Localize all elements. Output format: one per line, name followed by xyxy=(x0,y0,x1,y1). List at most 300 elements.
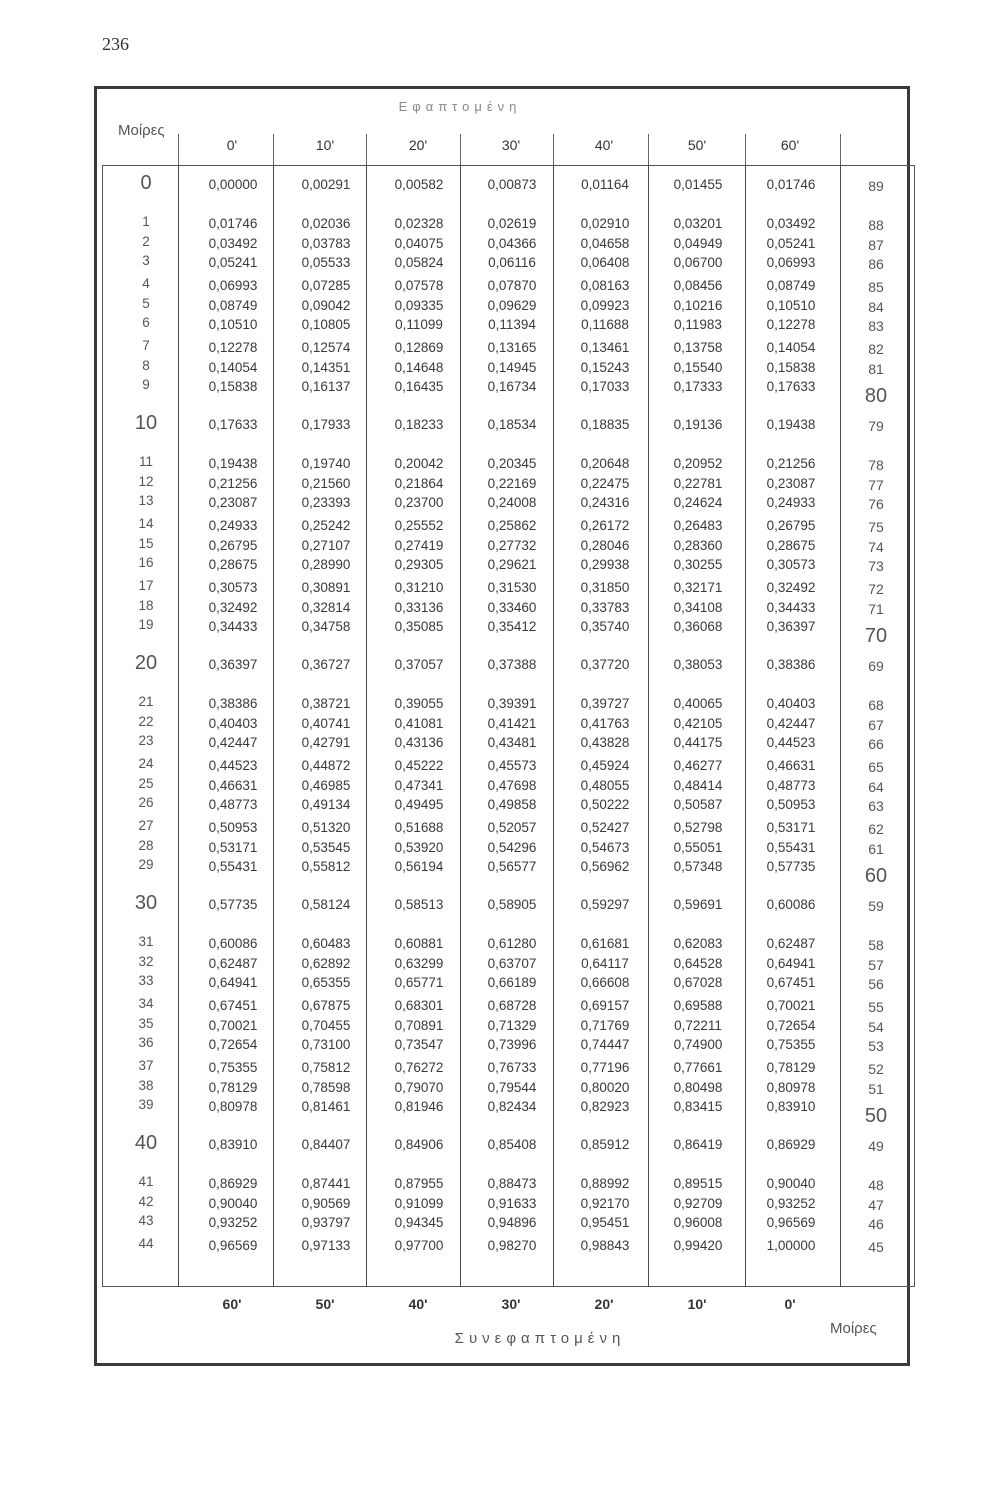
table-cell: 0,34433 xyxy=(208,619,258,634)
table-cell: 0,59691 xyxy=(673,897,723,912)
table-cell: 0,85912 xyxy=(580,1137,630,1152)
table-cell: 0,00873 xyxy=(487,177,537,192)
degree-right-74: 74 xyxy=(868,538,884,555)
table-cell: 0,70021 xyxy=(208,1017,258,1033)
table-cell: 0,97700 xyxy=(394,1238,444,1253)
table-cell: 0,41763 xyxy=(580,715,630,731)
degree-right-53: 53 xyxy=(868,1038,884,1054)
degree-left-12: 12 xyxy=(138,473,154,489)
table-cell: 0,86929 xyxy=(208,1176,258,1191)
table-cell: 0,12574 xyxy=(301,340,351,355)
table-cell: 0,82434 xyxy=(487,1099,537,1114)
table-cell: 0,15838 xyxy=(208,379,258,394)
table-cell: 0,38053 xyxy=(673,657,723,672)
degree-right-88: 88 xyxy=(868,217,884,233)
table-cell: 0,48773 xyxy=(766,777,816,793)
table-cell: 0,07870 xyxy=(487,278,537,293)
degree-left-4: 4 xyxy=(142,276,150,291)
table-cell: 0,17333 xyxy=(673,379,723,394)
table-cell: 0,04366 xyxy=(487,235,537,251)
table-cell: 0,32814 xyxy=(301,599,351,615)
table-cell: 0,55431 xyxy=(766,839,816,855)
table-cell: 0,61681 xyxy=(580,936,630,951)
column-footer-5: 10' xyxy=(687,1296,707,1312)
table-cell: 0,39055 xyxy=(394,696,444,711)
table-cell: 0,25552 xyxy=(394,518,444,533)
degree-left-33: 33 xyxy=(138,973,154,988)
table-cell: 0,70455 xyxy=(301,1017,351,1033)
degree-left-36: 36 xyxy=(138,1035,154,1050)
degree-left-9: 9 xyxy=(142,377,150,392)
column-header-4: 40' xyxy=(594,137,614,153)
table-cell: 0,90040 xyxy=(766,1176,816,1191)
degree-right-56: 56 xyxy=(868,976,884,992)
table-cell: 0,22781 xyxy=(673,475,723,491)
table-cell: 0,29938 xyxy=(580,557,630,572)
table-cell: 0,36727 xyxy=(301,657,351,672)
table-cell: 0,48414 xyxy=(673,777,723,793)
table-cell: 0,61280 xyxy=(487,936,537,951)
table-cell: 0,19136 xyxy=(673,417,723,432)
table-cell: 0,74447 xyxy=(580,1037,630,1052)
degree-right-49: 49 xyxy=(868,1138,884,1154)
table-cell: 0,10805 xyxy=(301,317,351,332)
table-cell: 0,26795 xyxy=(766,518,816,533)
table-cell: 0,02910 xyxy=(580,216,630,231)
table-cell: 0,28360 xyxy=(673,537,723,553)
table-cell: 0,46985 xyxy=(301,777,351,793)
table-cell: 0,21864 xyxy=(394,475,444,491)
degree-left-19: 19 xyxy=(138,617,154,632)
table-cell: 0,41421 xyxy=(487,715,537,731)
table-cell: 0,75355 xyxy=(208,1060,258,1075)
table-cell: 0,62083 xyxy=(673,936,723,951)
degree-right-77: 77 xyxy=(868,476,884,493)
degree-right-50: 50 xyxy=(864,1105,888,1127)
table-cell: 0,16137 xyxy=(301,379,351,394)
degree-right-79: 79 xyxy=(868,418,884,434)
table-cell: 0,62487 xyxy=(766,936,816,951)
table-cell: 0,80978 xyxy=(766,1079,816,1095)
table-cell: 0,63707 xyxy=(487,955,537,971)
table-cell: 0,37057 xyxy=(394,657,444,672)
table-cell: 0,63299 xyxy=(394,955,444,971)
table-cell: 0,02619 xyxy=(487,216,537,231)
table-cell: 0,56577 xyxy=(487,859,537,874)
table-cell: 0,23087 xyxy=(208,495,258,510)
table-cell: 0,26172 xyxy=(580,518,630,533)
table-cell: 0,65355 xyxy=(301,975,351,990)
table-cell: 0,10510 xyxy=(766,297,816,313)
table-cell: 0,25242 xyxy=(301,518,351,533)
degree-right-69: 69 xyxy=(868,658,884,674)
table-cell: 0,52427 xyxy=(580,820,630,835)
degree-left-27: 27 xyxy=(138,818,154,833)
column-footer-2: 40' xyxy=(408,1296,428,1312)
degree-right-87: 87 xyxy=(868,236,884,253)
page-number: 236 xyxy=(102,34,129,54)
degree-left-24: 24 xyxy=(138,756,154,771)
column-header-0: 0' xyxy=(226,137,238,153)
table-cell: 0,60086 xyxy=(208,936,258,951)
table-cell: 0,10510 xyxy=(208,317,258,332)
degree-left-13: 13 xyxy=(138,493,154,508)
table-cell: 0,62892 xyxy=(301,955,351,971)
degree-left-21: 21 xyxy=(138,694,154,709)
table-cell: 0,77196 xyxy=(580,1060,630,1075)
table-cell: 0,85408 xyxy=(487,1137,537,1152)
table-cell: 0,42105 xyxy=(673,715,723,731)
table-cell: 0,69157 xyxy=(580,998,630,1013)
table-cell: 0,68728 xyxy=(487,998,537,1013)
table-cell: 0,50222 xyxy=(580,797,630,812)
table-cell: 0,32492 xyxy=(208,599,258,615)
table-cell: 0,67875 xyxy=(301,998,351,1013)
table-cell: 0,30573 xyxy=(208,580,258,595)
degree-right-71: 71 xyxy=(868,600,884,617)
table-cell: 0,47341 xyxy=(394,777,444,793)
degree-right-66: 66 xyxy=(868,736,884,752)
table-cell: 0,67451 xyxy=(766,975,816,990)
table-cell: 0,17633 xyxy=(208,417,258,432)
degree-right-47: 47 xyxy=(868,1196,884,1213)
table-cell: 0,42791 xyxy=(301,735,351,750)
table-cell: 0,72654 xyxy=(766,1017,816,1033)
degree-right-60: 60 xyxy=(864,865,888,887)
degree-left-20: 20 xyxy=(134,652,158,674)
table-cell: 0,35085 xyxy=(394,619,444,634)
degree-right-58: 58 xyxy=(868,937,884,953)
degree-left-35: 35 xyxy=(138,1015,154,1031)
degree-left-7: 7 xyxy=(142,338,150,353)
degree-right-64: 64 xyxy=(868,778,884,795)
degree-right-54: 54 xyxy=(868,1018,884,1035)
degree-left-31: 31 xyxy=(138,934,154,949)
table-cell: 0,33136 xyxy=(394,599,444,615)
table-cell: 0,70891 xyxy=(394,1017,444,1033)
degree-right-48: 48 xyxy=(868,1177,884,1193)
table-cell: 0,57348 xyxy=(673,859,723,874)
table-cell: 0,53920 xyxy=(394,839,444,855)
table-cell: 0,76733 xyxy=(487,1060,537,1075)
table-cell: 0,26795 xyxy=(208,537,258,553)
table-cell: 0,06993 xyxy=(766,255,816,270)
table-cell: 0,09042 xyxy=(301,297,351,313)
table-cell: 0,45924 xyxy=(580,758,630,773)
table-cell: 0,98270 xyxy=(487,1238,537,1253)
table-cell: 0,73996 xyxy=(487,1037,537,1052)
table-cell: 0,93252 xyxy=(208,1215,258,1230)
table-cell: 0,55812 xyxy=(301,859,351,874)
table-cell: 0,28990 xyxy=(301,557,351,572)
table-cell: 0,39727 xyxy=(580,696,630,711)
table-cell: 0,16734 xyxy=(487,379,537,394)
table-cell: 0,50953 xyxy=(208,820,258,835)
table-cell: 0,20952 xyxy=(673,456,723,471)
table-cell: 0,10216 xyxy=(673,297,723,313)
table-cell: 0,38721 xyxy=(301,696,351,711)
table-cell: 0,42447 xyxy=(208,735,258,750)
table-cell: 0,04949 xyxy=(673,235,723,251)
table-cell: 0,49495 xyxy=(394,797,444,812)
table-cell: 0,42447 xyxy=(766,715,816,731)
table-cell: 0,24933 xyxy=(208,518,258,533)
table-cell: 0,72654 xyxy=(208,1037,258,1052)
degree-left-6: 6 xyxy=(142,315,150,330)
table-cell: 0,37720 xyxy=(580,657,630,672)
degree-right-83: 83 xyxy=(868,318,884,334)
table-cell: 0,96569 xyxy=(208,1238,258,1253)
table-cell: 0,05241 xyxy=(208,255,258,270)
table-cell: 0,84906 xyxy=(394,1137,444,1152)
table-cell: 0,34433 xyxy=(766,599,816,615)
degree-right-57: 57 xyxy=(868,956,884,973)
table-cell: 0,34108 xyxy=(673,599,723,615)
table-cell: 0,80498 xyxy=(673,1079,723,1095)
table-cell: 0,24933 xyxy=(766,495,816,510)
degrees-footer-label: Μοίρες xyxy=(830,1320,877,1337)
table-cell: 0,71329 xyxy=(487,1017,537,1033)
table-cell: 0,23700 xyxy=(394,495,444,510)
table-cell: 0,52057 xyxy=(487,820,537,835)
table-cell: 0,17633 xyxy=(766,379,816,394)
table-cell: 0,54296 xyxy=(487,839,537,855)
table-cell: 0,60483 xyxy=(301,936,351,951)
table-cell: 0,83910 xyxy=(766,1099,816,1114)
degree-left-41: 41 xyxy=(138,1174,154,1189)
table-cell: 0,71769 xyxy=(580,1017,630,1033)
table-cell: 0,05824 xyxy=(394,255,444,270)
table-cell: 0,27419 xyxy=(394,537,444,553)
column-footer-4: 20' xyxy=(594,1296,614,1312)
table-cell: 0,88992 xyxy=(580,1176,630,1191)
degree-left-8: 8 xyxy=(142,357,150,373)
table-cell: 0,99420 xyxy=(673,1238,723,1253)
table-cell: 0,21256 xyxy=(766,456,816,471)
degree-right-75: 75 xyxy=(868,519,884,535)
column-header-5: 50' xyxy=(687,137,707,153)
table-cell: 0,18233 xyxy=(394,417,444,432)
table-cell: 0,68301 xyxy=(394,998,444,1013)
table-cell: 0,02328 xyxy=(394,216,444,231)
table-cell: 0,93252 xyxy=(766,1195,816,1211)
table-cell: 0,83415 xyxy=(673,1099,723,1114)
table-cell: 0,44523 xyxy=(208,758,258,773)
table-cell: 0,22475 xyxy=(580,475,630,491)
table-cell: 0,40403 xyxy=(208,715,258,731)
table-cell: 0,23087 xyxy=(766,475,816,491)
table-cell: 0,31210 xyxy=(394,580,444,595)
table-cell: 0,09629 xyxy=(487,297,537,313)
table-cell: 0,19740 xyxy=(301,456,351,471)
table-cell: 0,67028 xyxy=(673,975,723,990)
table-cell: 0,45222 xyxy=(394,758,444,773)
table-cell: 0,62487 xyxy=(208,955,258,971)
table-cell: 0,06700 xyxy=(673,255,723,270)
table-cell: 0,03783 xyxy=(301,235,351,251)
table-cell: 0,15838 xyxy=(766,359,816,375)
table-cell: 0,72211 xyxy=(674,1017,722,1033)
table-cell: 0,00582 xyxy=(394,177,444,192)
table-cell: 0,11983 xyxy=(674,317,722,332)
table-cell: 0,34758 xyxy=(301,619,351,634)
table-cell: 0,18534 xyxy=(487,417,537,432)
table-cell: 0,79544 xyxy=(487,1079,537,1095)
table-cell: 0,03492 xyxy=(208,235,258,251)
table-cell: 0,27732 xyxy=(487,537,537,553)
degree-right-89: 89 xyxy=(868,178,884,194)
table-cell: 0,28675 xyxy=(208,557,258,572)
degree-right-67: 67 xyxy=(868,716,884,733)
degree-right-55: 55 xyxy=(868,999,884,1015)
degree-left-34: 34 xyxy=(138,996,154,1011)
table-cell: 0,13461 xyxy=(580,340,630,355)
table-cell: 0,14351 xyxy=(301,359,351,375)
table-cell: 0,19438 xyxy=(208,456,258,471)
degree-right-85: 85 xyxy=(868,279,884,295)
table-cell: 0,90569 xyxy=(301,1195,351,1211)
table-cell: 0,07285 xyxy=(301,278,351,293)
table-cell: 0,06116 xyxy=(488,255,536,270)
table-cell: 0,60881 xyxy=(394,936,444,951)
table-cell: 0,47698 xyxy=(487,777,537,793)
table-cell: 0,97133 xyxy=(301,1238,351,1253)
table-cell: 0,30573 xyxy=(766,557,816,572)
table-cell: 0,66608 xyxy=(580,975,630,990)
table-cell: 0,55431 xyxy=(208,859,258,874)
table-cell: 0,91099 xyxy=(394,1195,444,1211)
table-cell: 0,17033 xyxy=(580,379,630,394)
degree-left-5: 5 xyxy=(142,295,150,311)
degree-left-18: 18 xyxy=(138,597,154,613)
degree-left-1: 1 xyxy=(142,214,150,229)
table-cell: 0,57735 xyxy=(208,897,258,912)
table-cell: 0,96569 xyxy=(766,1215,816,1230)
table-cell: 0,54673 xyxy=(580,839,630,855)
degree-left-30: 30 xyxy=(134,892,158,914)
table-cell: 0,40065 xyxy=(673,696,723,711)
table-cell: 0,22169 xyxy=(487,475,537,491)
degree-left-22: 22 xyxy=(138,713,154,729)
degree-left-16: 16 xyxy=(138,555,154,570)
table-cell: 0,82923 xyxy=(580,1099,630,1114)
table-cell: 0,32171 xyxy=(673,580,723,595)
table-cell: 0,05533 xyxy=(301,255,351,270)
table-cell: 0,23393 xyxy=(301,495,351,510)
table-cell: 0,15243 xyxy=(580,359,630,375)
table-cell: 0,88473 xyxy=(487,1176,537,1191)
table-cell: 0,04075 xyxy=(394,235,444,251)
table-cell: 0,53545 xyxy=(301,839,351,855)
table-cell: 0,78598 xyxy=(301,1079,351,1095)
table-cell: 0,74900 xyxy=(673,1037,723,1052)
table-cell: 0,87441 xyxy=(301,1176,351,1191)
table-cell: 0,56962 xyxy=(580,859,630,874)
table-cell: 0,95451 xyxy=(580,1215,630,1230)
table-cell: 0,21256 xyxy=(208,475,258,491)
table-cell: 0,14945 xyxy=(487,359,537,375)
header-divider xyxy=(840,134,841,165)
table-cell: 0,17933 xyxy=(301,417,351,432)
degree-right-84: 84 xyxy=(868,298,884,315)
table-cell: 0,29621 xyxy=(487,557,537,572)
table-cell: 0,20648 xyxy=(580,456,630,471)
table-cell: 0,49858 xyxy=(487,797,537,812)
table-cell: 0,80020 xyxy=(580,1079,630,1095)
cotangent-title: Συνεφαπτομένη xyxy=(454,1330,626,1347)
table-cell: 0,84407 xyxy=(301,1137,351,1152)
table-cell: 0,59297 xyxy=(580,897,630,912)
table-cell: 0,33460 xyxy=(487,599,537,615)
table-cell: 0,44175 xyxy=(673,735,723,750)
table-cell: 0,07578 xyxy=(394,278,444,293)
table-cell: 0,75355 xyxy=(766,1037,816,1052)
table-cell: 0,36397 xyxy=(766,619,816,634)
tangent-title: Εφαπτομένη xyxy=(398,99,522,114)
table-cell: 0,36397 xyxy=(208,657,258,672)
table-cell: 0,52798 xyxy=(673,820,723,835)
degree-right-72: 72 xyxy=(868,581,884,597)
table-cell: 0,09923 xyxy=(580,297,630,313)
table-cell: 0,44523 xyxy=(766,735,816,750)
table-cell: 0,66189 xyxy=(487,975,537,990)
table-cell: 0,77661 xyxy=(673,1060,723,1075)
table-cell: 0,50953 xyxy=(766,797,816,812)
table-cell: 0,43481 xyxy=(487,735,537,750)
table-cell: 0,31530 xyxy=(487,580,537,595)
table-cell: 0,46631 xyxy=(766,758,816,773)
table-cell: 0,55051 xyxy=(673,839,723,855)
degree-left-39: 39 xyxy=(138,1097,154,1112)
table-cell: 0,90040 xyxy=(208,1195,258,1211)
degree-right-59: 59 xyxy=(868,898,884,914)
table-cell: 0,13165 xyxy=(487,340,537,355)
degree-right-46: 46 xyxy=(868,1216,884,1232)
degree-right-78: 78 xyxy=(868,457,884,473)
table-cell: 0,69588 xyxy=(673,998,723,1013)
degree-left-44: 44 xyxy=(138,1236,154,1251)
table-cell: 0,12278 xyxy=(766,317,816,332)
table-cell: 0,36068 xyxy=(673,619,723,634)
degree-left-38: 38 xyxy=(138,1077,154,1093)
table-cell: 0,24316 xyxy=(580,495,630,510)
degree-left-14: 14 xyxy=(138,516,154,531)
table-cell: 0,64117 xyxy=(581,955,629,971)
table-cell: 0,20345 xyxy=(487,456,537,471)
degree-left-10: 10 xyxy=(134,412,158,434)
table-cell: 0,35740 xyxy=(580,619,630,634)
table-cell: 0,51320 xyxy=(301,820,351,835)
table-cell: 0,40741 xyxy=(301,715,351,731)
table-cell: 0,25862 xyxy=(487,518,537,533)
degree-right-82: 82 xyxy=(868,341,884,357)
table-cell: 0,16435 xyxy=(394,379,444,394)
column-divider xyxy=(840,165,841,1287)
table-cell: 0,29305 xyxy=(394,557,444,572)
table-cell: 0,30891 xyxy=(301,580,351,595)
table-cell: 0,46631 xyxy=(208,777,258,793)
degree-left-15: 15 xyxy=(138,535,154,551)
table-cell: 0,50587 xyxy=(673,797,723,812)
table-cell: 0,49134 xyxy=(301,797,351,812)
table-cell: 0,67451 xyxy=(208,998,258,1013)
table-cell: 0,04658 xyxy=(580,235,630,251)
column-header-1: 10' xyxy=(315,137,335,153)
table-cell: 0,15540 xyxy=(673,359,723,375)
table-cell: 0,48055 xyxy=(580,777,630,793)
degree-left-0: 0 xyxy=(140,172,152,194)
table-cell: 0,58124 xyxy=(301,897,351,912)
